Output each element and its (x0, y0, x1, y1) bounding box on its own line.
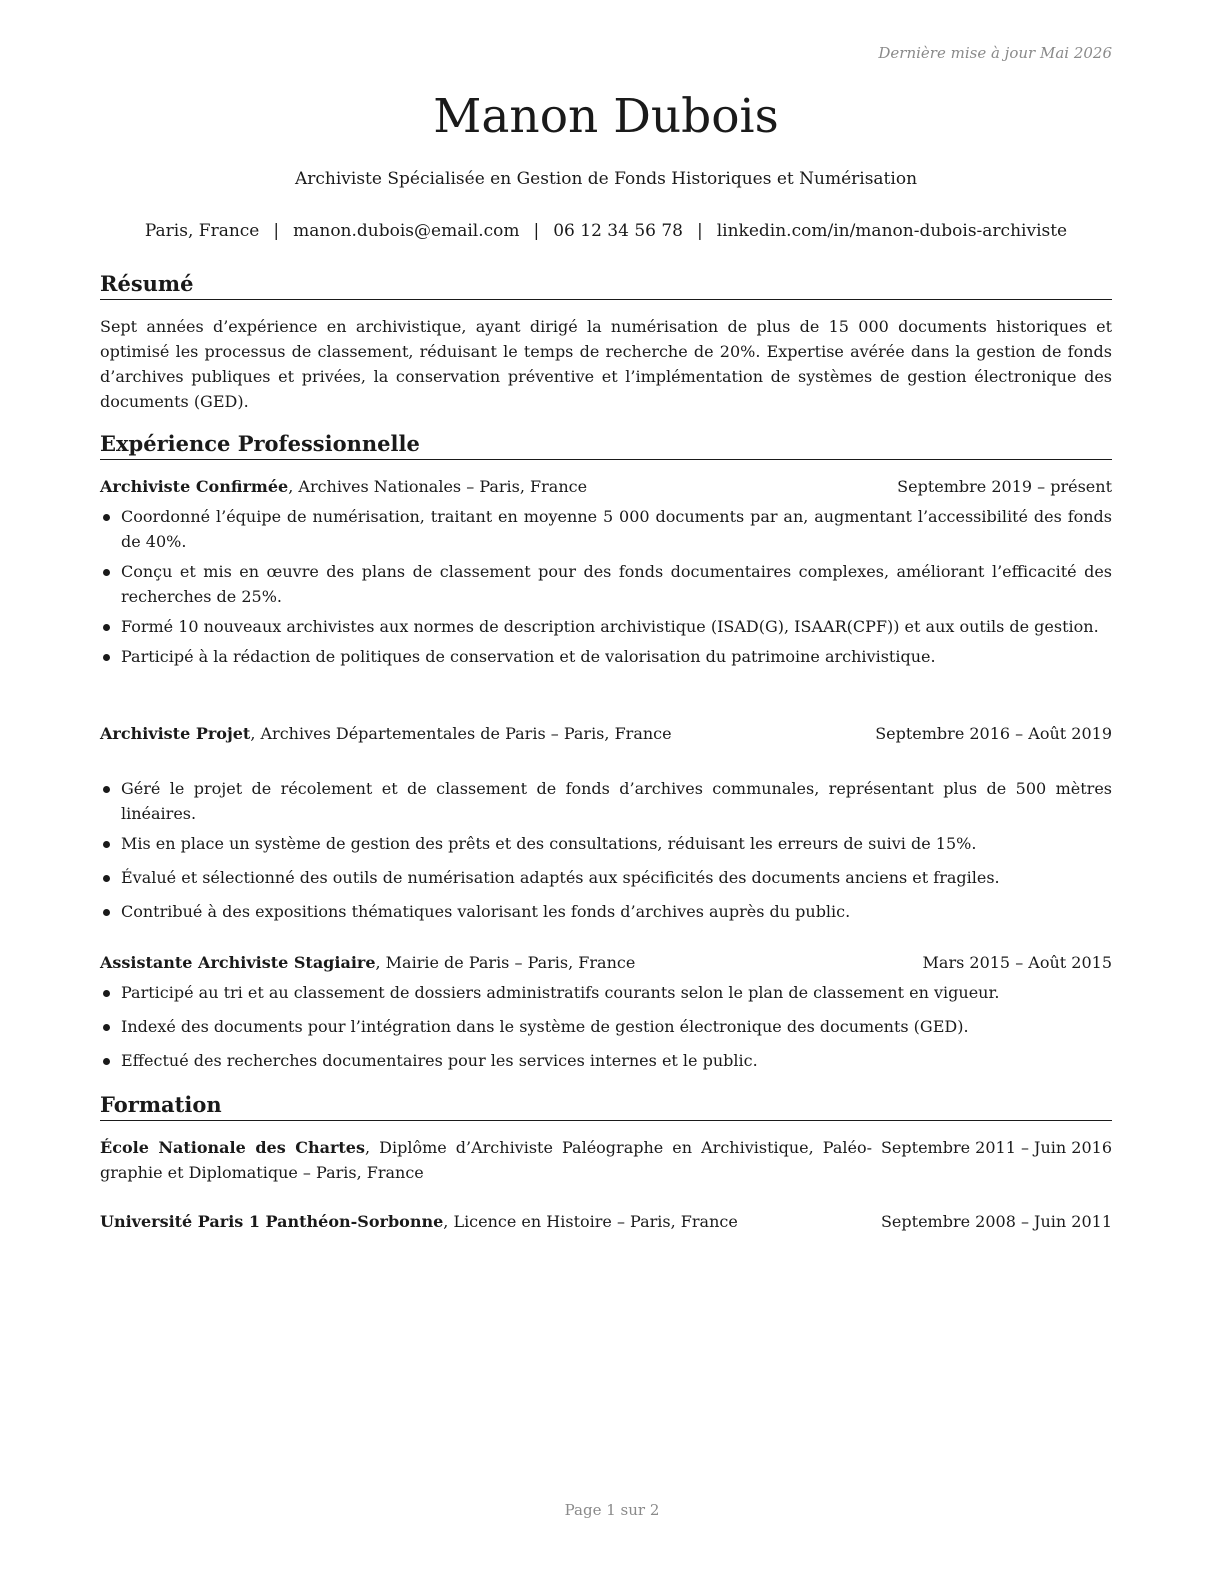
contact-linkedin[interactable]: linkedin.com/in/manon-dubois-archiviste (716, 221, 1068, 241)
bullet-dot (103, 875, 110, 882)
bullet-item (100, 865, 1112, 890)
bullet-text: Indexé des documents pour l’intégration dans le système de gestion électronique des documents (GED). (121, 1017, 969, 1036)
education-degree: , Licence en Histoire – Paris, France (443, 1212, 738, 1231)
bullet-text: Formé 10 nouveaux archivistes aux normes de description archivistique (ISAD(G), ISAAR(CPF)) et aux outils de gestion. (121, 617, 1099, 636)
experience-role: Archiviste Projet (100, 724, 251, 743)
contact-separator: | (697, 221, 703, 241)
bullet-dot (103, 786, 110, 793)
bullet-text: Conçu et mis en œuvre des plans de classement pour des fonds documentaires complexes, améliorant l’efficacité des recherches de 25%. (121, 562, 1112, 606)
bullet-dot (103, 514, 110, 521)
bullet-dot (103, 1024, 110, 1031)
bullet-dot (103, 654, 110, 661)
experience-org: , Archives Nationales – Paris, France (288, 477, 588, 496)
bullet-item (100, 644, 1112, 669)
candidate-name: Manon Dubois (433, 89, 779, 144)
bullet-text: Effectué des recherches documentaires pour les services internes et le public. (121, 1051, 758, 1070)
summary-text: Sept années d’expérience en archivistique, ayant dirigé la numérisation de plus de 15 000 documents historiques et optimisé les processus de classement, réduisant le temps de recherche de 20%. Expertise avérée dans la gestion de fonds d’archives publiques et privées, la conservation préventive et l’implémentation de systèmes de gestion électronique des documents (GED). (100, 317, 1112, 411)
bullet-text: Évalué et sélectionné des outils de numérisation adaptés aux spécificités des documents anciens et fragiles. (121, 868, 1000, 887)
bullet-text: Coordonné l’équipe de numérisation, traitant en moyenne 5 000 documents par an, augmentant l’accessibilité des fonds de 40%. (121, 507, 1112, 551)
experience-title (100, 474, 860, 499)
experience-dates: Mars 2015 – Août 2015 (922, 953, 1112, 972)
bullet-text: Mis en place un système de gestion des prêts et des consultations, réduisant les erreurs de suivi de 15%. (121, 834, 977, 853)
last-updated: Dernière mise à jour Mai 2026 (878, 44, 1112, 62)
experience-role: Assistante Archiviste Stagiaire (100, 953, 376, 972)
experience-bullets (100, 504, 1112, 669)
education-dates: Septembre 2008 – Juin 2011 (880, 1212, 1112, 1231)
experience-org: , Archives Départementales de Paris – Paris, France (250, 724, 672, 743)
bullet-text: Contribué à des expositions thématiques valorisant les fonds d’archives auprès du public. (121, 902, 851, 921)
contact-location: Paris, France (144, 221, 260, 241)
bullet-item (100, 776, 1112, 826)
experience-org: , Mairie de Paris – Paris, France (375, 953, 636, 972)
resume-page (100, 0, 1112, 1584)
experience-dates: Septembre 2019 – présent (897, 477, 1112, 496)
section-title-education: Formation (100, 1092, 1112, 1121)
education-school: Université Paris 1 Panthéon-Sorbonne (100, 1212, 444, 1231)
education-school: École Nationale des Chartes (100, 1138, 365, 1157)
contact-separator: | (273, 221, 280, 241)
experience-bullets (100, 776, 1112, 924)
experience-title (100, 721, 860, 746)
contact-line (100, 219, 1112, 243)
bullet-dot (103, 841, 110, 848)
bullet-item (100, 831, 1112, 856)
contact-phone: 06 12 34 56 78 (553, 221, 683, 241)
education-title (100, 1135, 872, 1185)
section-title-experience: Expérience Professionnelle (100, 431, 1112, 460)
bullet-dot (103, 990, 110, 997)
page-number: Page 1 sur 2 (564, 1501, 660, 1519)
bullet-item (100, 504, 1112, 554)
bullet-dot (103, 1058, 110, 1065)
education-title (100, 1209, 872, 1234)
education-dates: Septembre 2011 – Juin 2016 (880, 1138, 1112, 1157)
bullet-item (100, 1048, 1112, 1073)
bullet-item (100, 980, 1112, 1005)
experience-title (100, 950, 860, 975)
bullet-item (100, 614, 1112, 639)
bullet-text: Géré le projet de récolement et de classement de fonds d’archives communales, représentant plus de 500 mètres linéaires. (121, 779, 1112, 823)
bullet-dot (103, 569, 110, 576)
bullet-item (100, 559, 1112, 609)
bullet-dot (103, 909, 110, 916)
bullet-item (100, 1014, 1112, 1039)
experience-dates: Septembre 2016 – Août 2019 (875, 724, 1112, 743)
experience-role: Archiviste Confirmée (100, 477, 289, 496)
experience-bullets (100, 980, 1112, 1073)
bullet-item (100, 899, 1112, 924)
candidate-headline: Archiviste Spécialisée en Gestion de Fonds Historiques et Numérisation (294, 169, 918, 189)
contact-separator: | (533, 221, 540, 241)
bullet-text: Participé au tri et au classement de dossiers administratifs courants selon le plan de classement en vigueur. (121, 983, 1000, 1002)
education-degree: , Diplôme d’Archiviste Paléographe en Archivistique, Paléo- graphie et Diplomatique – Paris, France (100, 1138, 872, 1182)
contact-email[interactable]: manon.dubois@email.com (293, 221, 520, 241)
section-title-summary: Résumé (100, 271, 1112, 300)
bullet-text: Participé à la rédaction de politiques de conservation et de valorisation du patrimoine archivistique. (121, 647, 936, 666)
bullet-dot (103, 624, 110, 631)
